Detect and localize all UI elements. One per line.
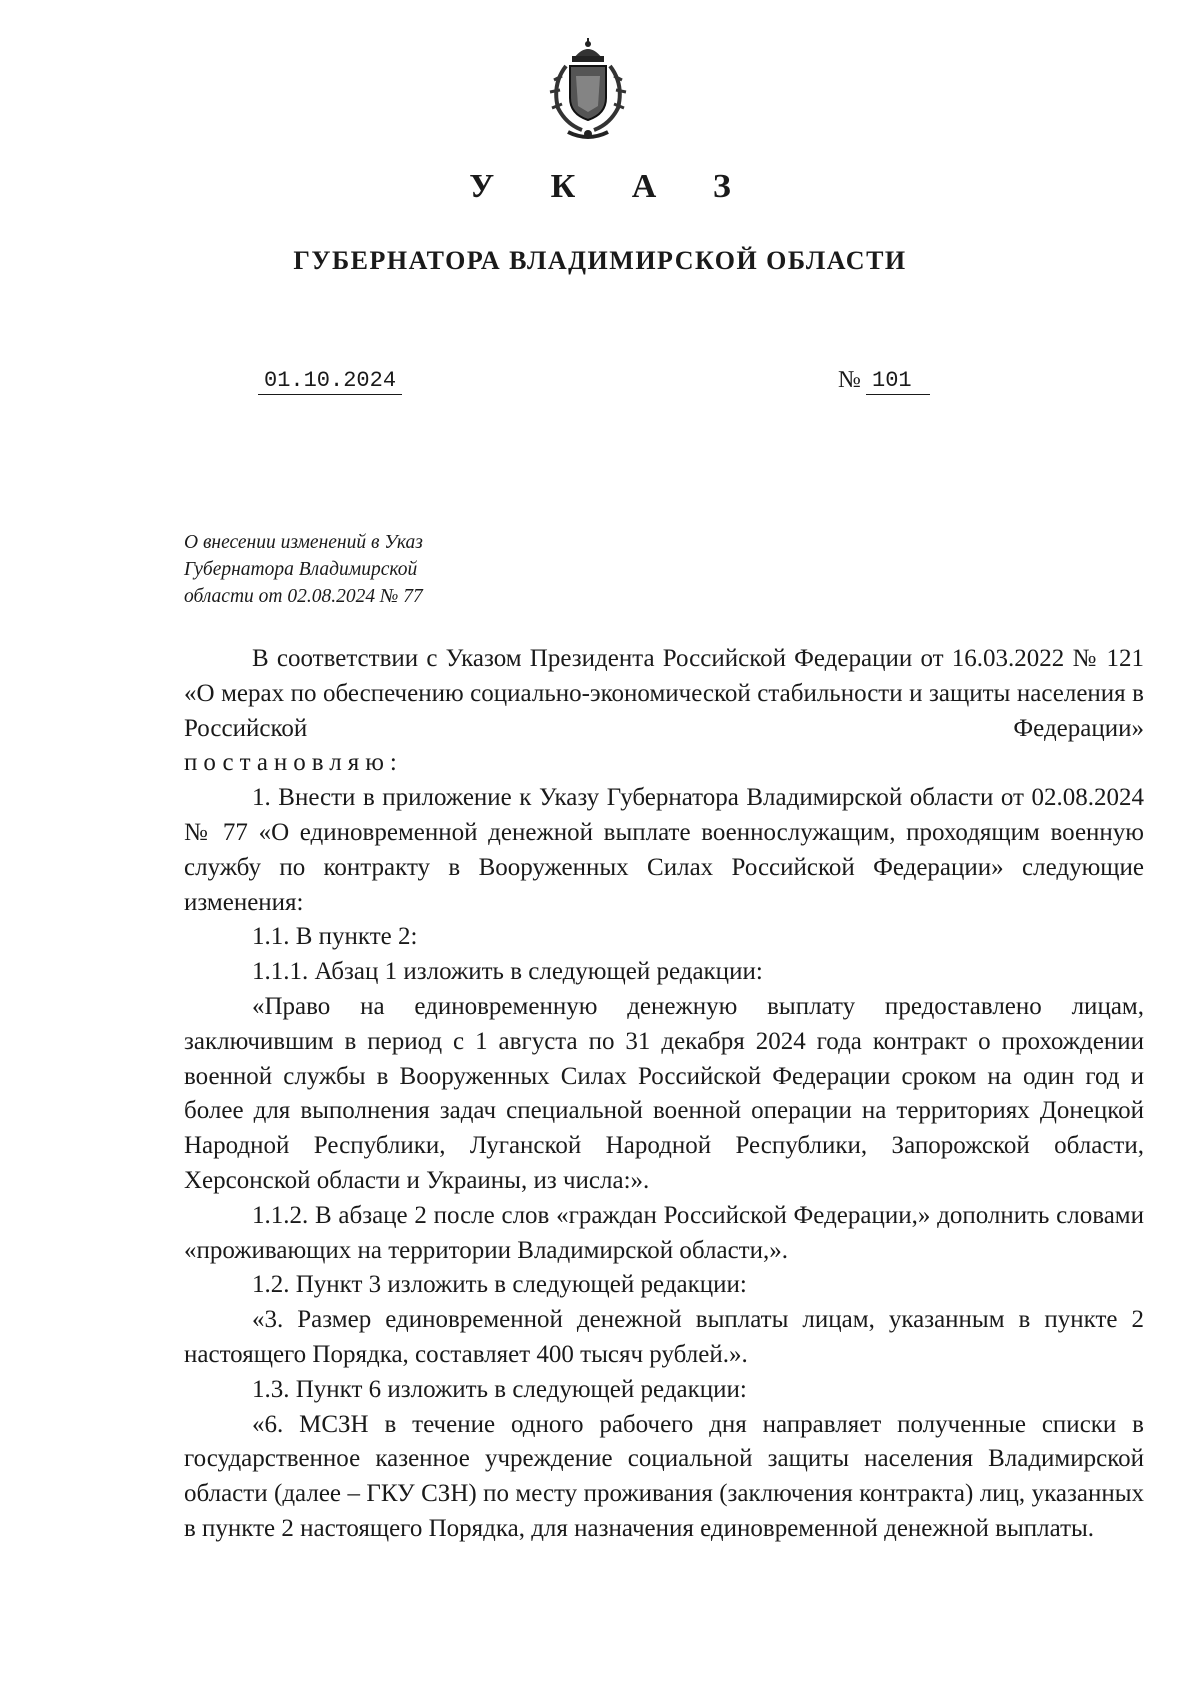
paragraph-1-1-2: 1.1.2. В абзаце 2 после слов «граждан Российской Федерации,» дополнить словами «проживающих на территории Владимирской области,». [184, 1201, 1144, 1264]
subject-line: О внесении изменений в Указ [184, 532, 423, 553]
document-subject [184, 529, 514, 610]
document-number: 101 [866, 368, 930, 395]
document-body [184, 642, 1144, 1547]
subject-line: Губернатора Владимирской [184, 559, 418, 580]
preamble: В соответствии с Указом Президента Российской Федерации от 16.03.2022 № 121 «О мерах по обеспечению социально-экономической стабильности и защиты населения в Российской Федерации» [184, 645, 1144, 742]
paragraph-1-2: 1.2. Пункт 3 изложить в следующей редакции: [252, 1271, 747, 1299]
document-subtitle: ГУБЕРНАТОРА ВЛАДИМИРСКОЙ ОБЛАСТИ [293, 246, 907, 275]
document-title: У К А З [469, 168, 755, 205]
subject-line: области от 02.08.2024 № 77 [184, 586, 423, 607]
paragraph-1-3: 1.3. Пункт 6 изложить в следующей редакции: [252, 1375, 747, 1403]
quote-2: «3. Размер единовременной денежной выплаты лицам, указанным в пункте 2 настоящего Порядка, составляет 400 тысяч рублей.». [184, 1306, 1144, 1368]
number-sign: № [838, 367, 861, 393]
paragraph-1-1: 1.1. В пункте 2: [252, 923, 418, 951]
paragraph-1-1-1: 1.1.1. Абзац 1 изложить в следующей редакции: [252, 958, 763, 986]
document-date: 01.10.2024 [258, 368, 402, 395]
quote-3: «6. МСЗН в течение одного рабочего дня направляет полученные списки в государственное казенное учреждение социальной защиты населения Владимирской области (далее – ГКУ СЗН) по месту проживания (заключения контракта) лиц, указанных в пункте 2 настоящего Порядка, для назначения единовременной денежной выплаты. [184, 1410, 1144, 1542]
paragraph-1: 1. Внести в приложение к Указу Губернатора Владимирской области от 02.08.2024 № 77 «О единовременной денежной выплате военнослужащим, проходящим военную службу по контракту в Вооруженных Силах Российской Федерации» следующие изменения: [184, 784, 1144, 916]
quote-1: «Право на единовременную денежную выплату предоставлено лицам, заключившим в период с 1 августа по 31 декабря 2024 года контракт о прохождении военной службы в Вооруженных Силах Российской Федерации сроком на один год и более для выполнения задач специальной военной операции на территориях Донецкой Народной Республики, Луганской Народной Республики, Запорожской области, Херсонской области и Украины, из числа:». [184, 992, 1144, 1194]
decree-word: постановляю: [184, 749, 403, 777]
coat-of-arms-icon [536, 36, 640, 146]
